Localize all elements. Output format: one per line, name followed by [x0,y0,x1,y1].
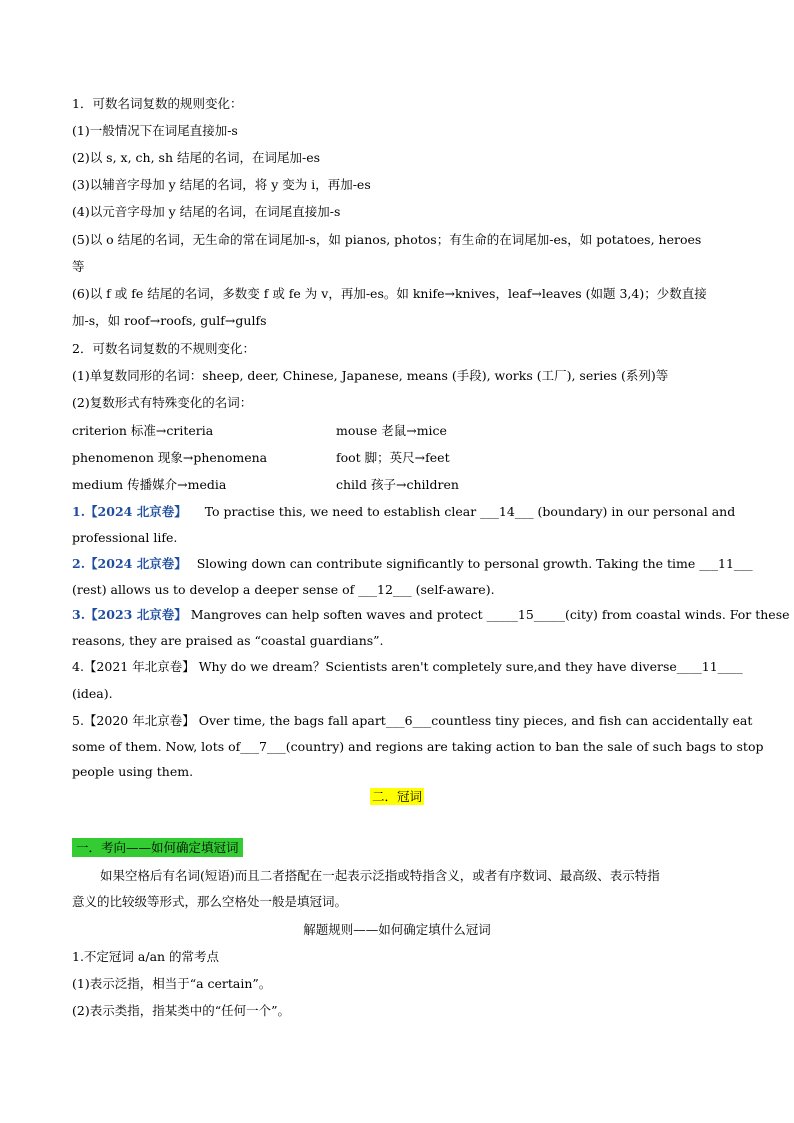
rule-title: 解题规则——如何确定填什么冠词 [303,922,491,937]
rule-line: (5)以 o 结尾的名词，无生命的常在词尾加-s，如 pianos, photos；有生命的在词尾加-es，如 potatoes, heroes [72,232,702,247]
pair-right: foot 脚；英尺→feet [336,450,450,465]
question-source-tag: 5.【2020 年北京卷】 [72,713,195,728]
rule-line: 加-s，如 roof→roofs, gulf→gulfs [72,313,267,328]
rule-line: (1)一般情况下在词尾直接加-s [72,123,238,138]
question-text: people using them. [72,764,194,779]
question-text: (rest) allows us to develop a deeper sense of ___12___ (self-aware). [72,582,495,597]
rule-line: 2．可数名词复数的不规则变化： [72,341,255,356]
intro-line: 如果空格后有名词(短语)而且二者搭配在一起表示泛指或特指含义，或者有序数词、最高级、表示特指 [100,868,660,883]
rule-line: (3)以辅音字母加 y 结尾的名词，将 y 变为 i，再加-es [72,177,371,192]
pair-left: medium 传播媒介→media [72,477,227,492]
question-source-tag: 1.【2024 北京卷】 [72,504,187,519]
question-text: Mangroves can help soften waves and protect _____15_____(city) from coastal winds. For these [190,607,790,622]
rule-line: (1)单复数同形的名词：sheep, deer, Chinese, Japanese, means (手段), works (工厂), series (系列)等 [72,368,669,383]
question-text: some of them. Now, lots of___7___(country) and regions are taking action to ban the sale of such bags to stop [72,739,764,754]
pair-left: phenomenon 现象→phenomena [72,450,268,465]
rule-line: 等 [72,259,85,274]
question-source-tag: 3.【2023 北京卷】 [72,607,187,622]
question-text: Slowing down can contribute significantly to personal growth. Taking the time ___11___ [196,556,753,571]
article-line: (2)表示类指，指某类中的“任何一个”。 [72,1003,290,1018]
question-1 [72,504,735,520]
rule-line: (6)以 f 或 fe 结尾的名词，多数变 f 或 fe 为 v，再加-es。如 knife→knives，leaf→leaves (如题 3,4)；少数直接 [72,286,707,301]
pair-left: criterion 标准→criteria [72,423,214,438]
question-text: To practise this, we need to establish clear ___14___ (boundary) in our personal and [204,504,736,519]
subsection-heading: 一．考向——如何确定填冠词 [72,838,243,857]
intro-line: 意义的比较级等形式，那么空格处一般是填冠词。 [72,894,348,909]
question-text: reasons, they are praised as “coastal guardians”. [72,633,384,648]
pair-right: child 孩子→children [336,477,459,492]
rule-line: (2)复数形式有特殊变化的名词： [72,395,253,410]
question-text: Over time, the bags fall apart___6___countless tiny pieces, and fish can accidentally eat [198,713,753,728]
question-source-tag: 4.【2021 年北京卷】 [72,659,195,674]
question-2 [72,556,753,572]
section-title-wrap [0,789,794,805]
subsection-wrap [72,840,243,856]
rule-line: 1．可数名词复数的规则变化： [72,96,243,111]
article-line: (1)表示泛指，相当于“a certain”。 [72,976,272,991]
question-3 [72,607,790,623]
question-4 [72,659,743,675]
question-text: (idea). [72,686,113,701]
pair-right: mouse 老鼠→mice [336,423,447,438]
question-source-tag: 2.【2024 北京卷】 [72,556,187,571]
rule-line: (4)以元音字母加 y 结尾的名词，在词尾直接加-s [72,204,341,219]
section-title: 二．冠词 [371,789,422,804]
rule-line: (2)以 s, x, ch, sh 结尾的名词，在词尾加-es [72,150,321,165]
question-5 [72,713,752,729]
question-text: Why do we dream？Scientists aren't completely sure,and they have diverse____11____ [198,659,743,674]
question-text: professional life. [72,530,178,545]
article-line: 1.不定冠词 a/an 的常考点 [72,949,220,964]
